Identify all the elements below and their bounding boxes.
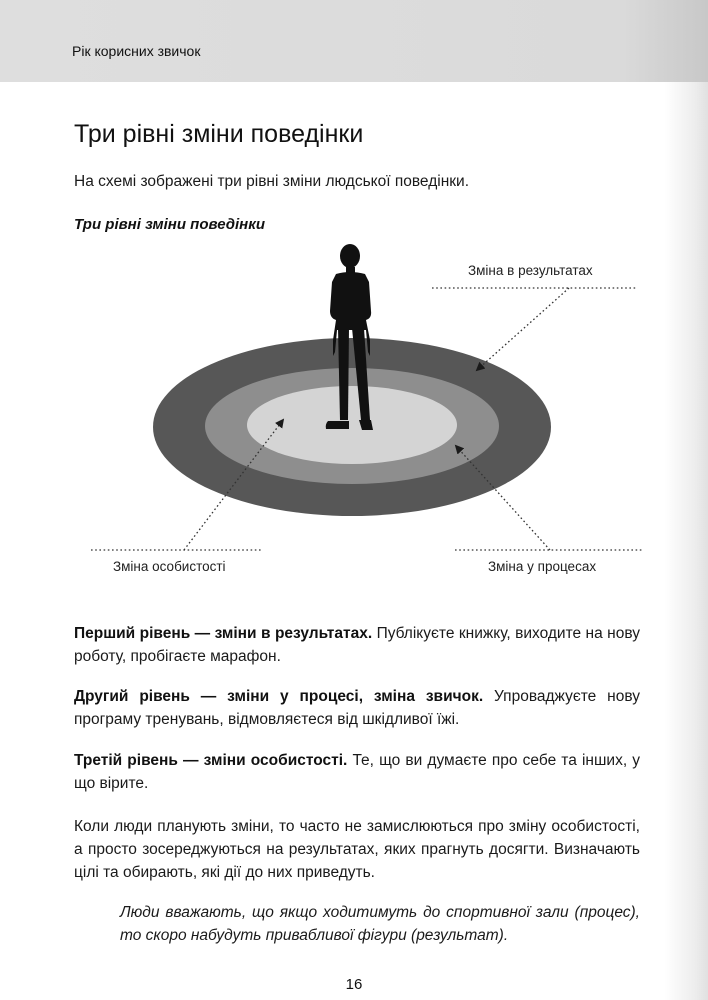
paragraph-level-three <box>74 749 640 795</box>
paragraph-planning <box>74 815 640 884</box>
label-process-change: Зміна у процесах <box>488 559 597 574</box>
paragraph-lead: Другий рівень — зміни у процесі, зміна звичок. <box>74 688 484 705</box>
diagram-caption: Три рівні зміни поведінки <box>74 216 265 233</box>
paragraph-body: Коли люди планують зміни, то часто не замислюються про зміну особистості, а просто зосереджуються на результатах, яких прагнуть досягти. Визначають цілі та обирають, які дії до них приведуть. <box>74 818 640 881</box>
paragraph-body: Публікуєте книжку, виходите на нову роботу, пробігаєте марафон. <box>74 625 640 665</box>
label-personality-change: Зміна особистості <box>113 559 226 574</box>
section-title: Три рівні зміни поведінки <box>74 120 364 148</box>
paragraph-lead: Перший рівень — зміни в результатах. <box>74 625 373 642</box>
page-header <box>0 0 708 82</box>
behavior-levels-diagram <box>0 238 708 588</box>
italic-quote: Люди вважають, що якщо ходитимуть до спортивної зали (процес), то скоро набудуть привабливої фігури (результат). <box>120 904 640 944</box>
paragraph-level-one <box>74 622 640 668</box>
label-results-change: Зміна в результатах <box>468 263 593 278</box>
paragraph-body: Те, що ви думаєте про себе та інших, у що вірите. <box>74 752 641 792</box>
page-number: 16 <box>345 976 363 993</box>
paragraph-body: Упроваджуєте нову програму тренувань, відмовляєтеся від шкідливої їжі. <box>74 688 640 728</box>
running-header-title: Рік корисних звичок <box>72 43 201 59</box>
intro-text: На схемі зображені три рівні зміни людської поведінки. <box>74 173 470 190</box>
paragraph-lead: Третій рівень — зміни особистості. <box>74 752 348 769</box>
paragraph-level-two <box>74 685 640 731</box>
results-pointer-arrow <box>477 288 569 370</box>
